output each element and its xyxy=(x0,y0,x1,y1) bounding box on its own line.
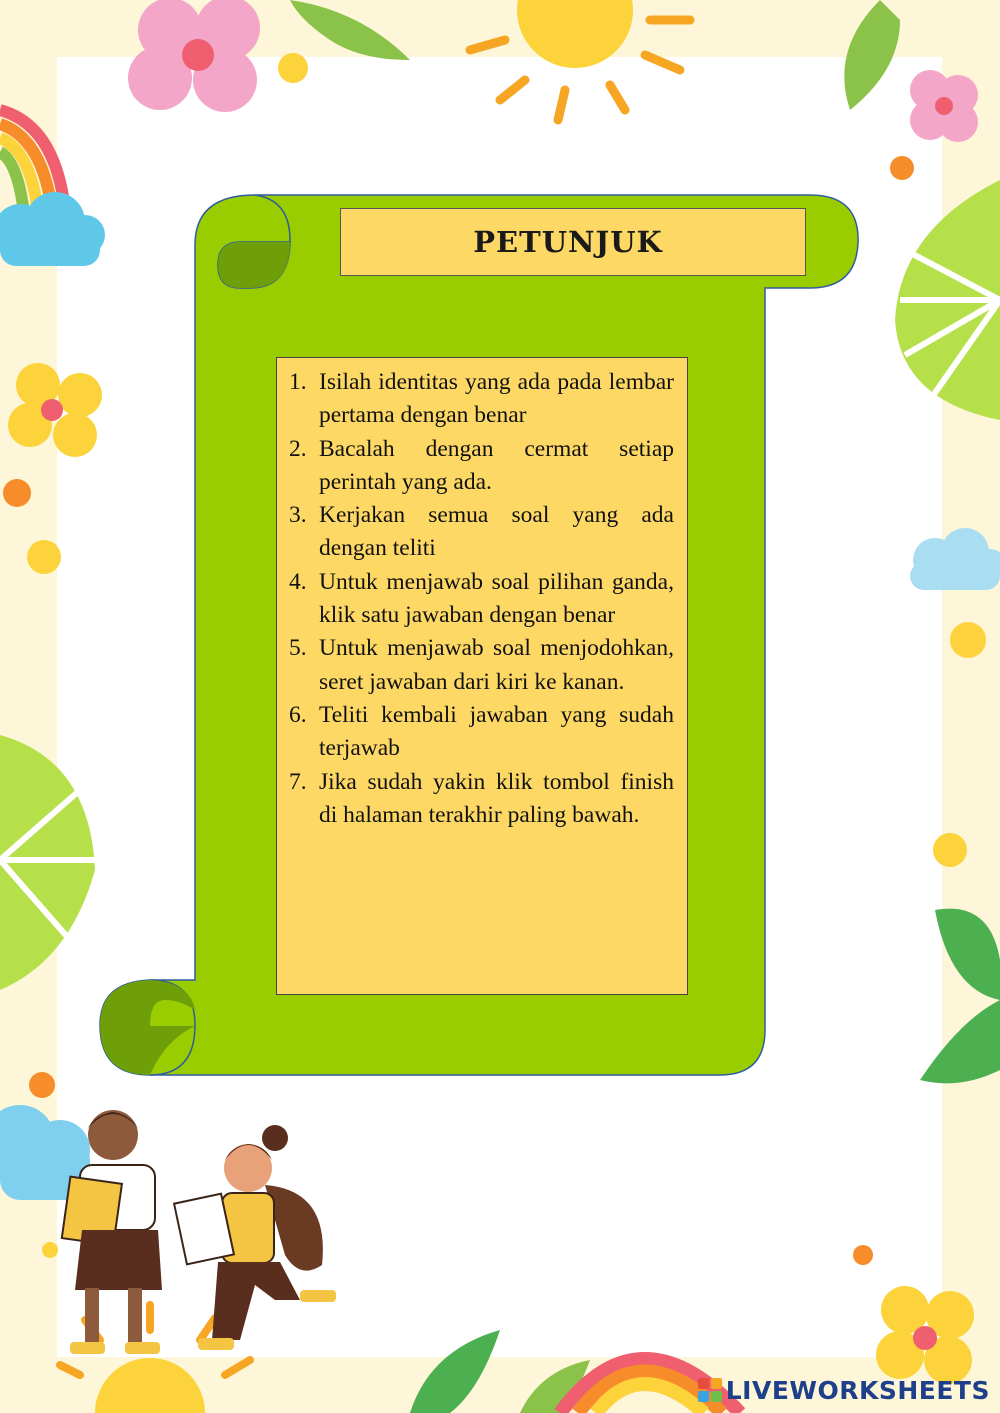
children-illustration xyxy=(62,1110,336,1354)
leaf-icon xyxy=(935,909,1000,1000)
item-number: 7. xyxy=(289,768,307,795)
item-text: Untuk menjawab soal pilihan ganda, klik satu jawaban dengan benar xyxy=(319,568,674,629)
leaf-icon xyxy=(410,1330,500,1413)
item-number: 2. xyxy=(289,435,307,462)
item-text: Bacalah dengan cermat setiap perintah yang ada. xyxy=(319,435,674,495)
watermark-text: LIVEWORKSHEETS xyxy=(725,1375,990,1405)
list-item xyxy=(289,366,674,433)
item-text: Isilah identitas yang ada pada lembar pertama dengan benar xyxy=(319,369,674,429)
list-item xyxy=(289,499,674,566)
liveworksheets-watermark[interactable] xyxy=(698,1373,990,1407)
list-item xyxy=(289,766,674,833)
leaf-icon xyxy=(290,0,410,60)
instructions-panel xyxy=(276,357,688,995)
instructions-list xyxy=(289,366,674,832)
title-panel xyxy=(340,208,806,276)
pink-flower-icon xyxy=(128,0,260,112)
item-text: Jika sudah yakin klik tombol finish di halaman terakhir paling bawah. xyxy=(319,768,674,828)
item-number: 4. xyxy=(289,568,307,595)
pink-flower-icon xyxy=(910,70,978,142)
cloud-icon xyxy=(0,192,105,266)
list-item xyxy=(289,566,674,633)
cloud-icon xyxy=(910,528,1000,590)
list-item xyxy=(289,632,674,699)
list-item xyxy=(289,699,674,766)
item-text: Untuk menjawab soal menjodohkan, seret jawaban dari kiri ke kanan. xyxy=(319,635,674,695)
monstera-leaf-icon xyxy=(0,735,95,990)
item-number: 6. xyxy=(289,701,307,728)
liveworksheets-logo-icon xyxy=(698,1378,722,1402)
item-number: 5. xyxy=(289,635,307,662)
page-title: PETUNJUK xyxy=(473,225,663,259)
item-number: 3. xyxy=(289,502,307,529)
monstera-leaf-icon xyxy=(895,180,1000,420)
item-text: Kerjakan semua soal yang ada dengan teliti xyxy=(319,502,674,562)
yellow-flower-icon xyxy=(876,1286,974,1384)
item-text: Teliti kembali jawaban yang sudah terjawab xyxy=(319,701,674,762)
list-item xyxy=(289,433,674,500)
leaf-icon xyxy=(920,1000,1000,1083)
sun-icon xyxy=(470,0,690,120)
leaf-icon xyxy=(844,0,900,110)
item-number: 1. xyxy=(289,369,307,395)
yellow-dot xyxy=(278,53,308,83)
yellow-flower-icon xyxy=(8,363,102,457)
